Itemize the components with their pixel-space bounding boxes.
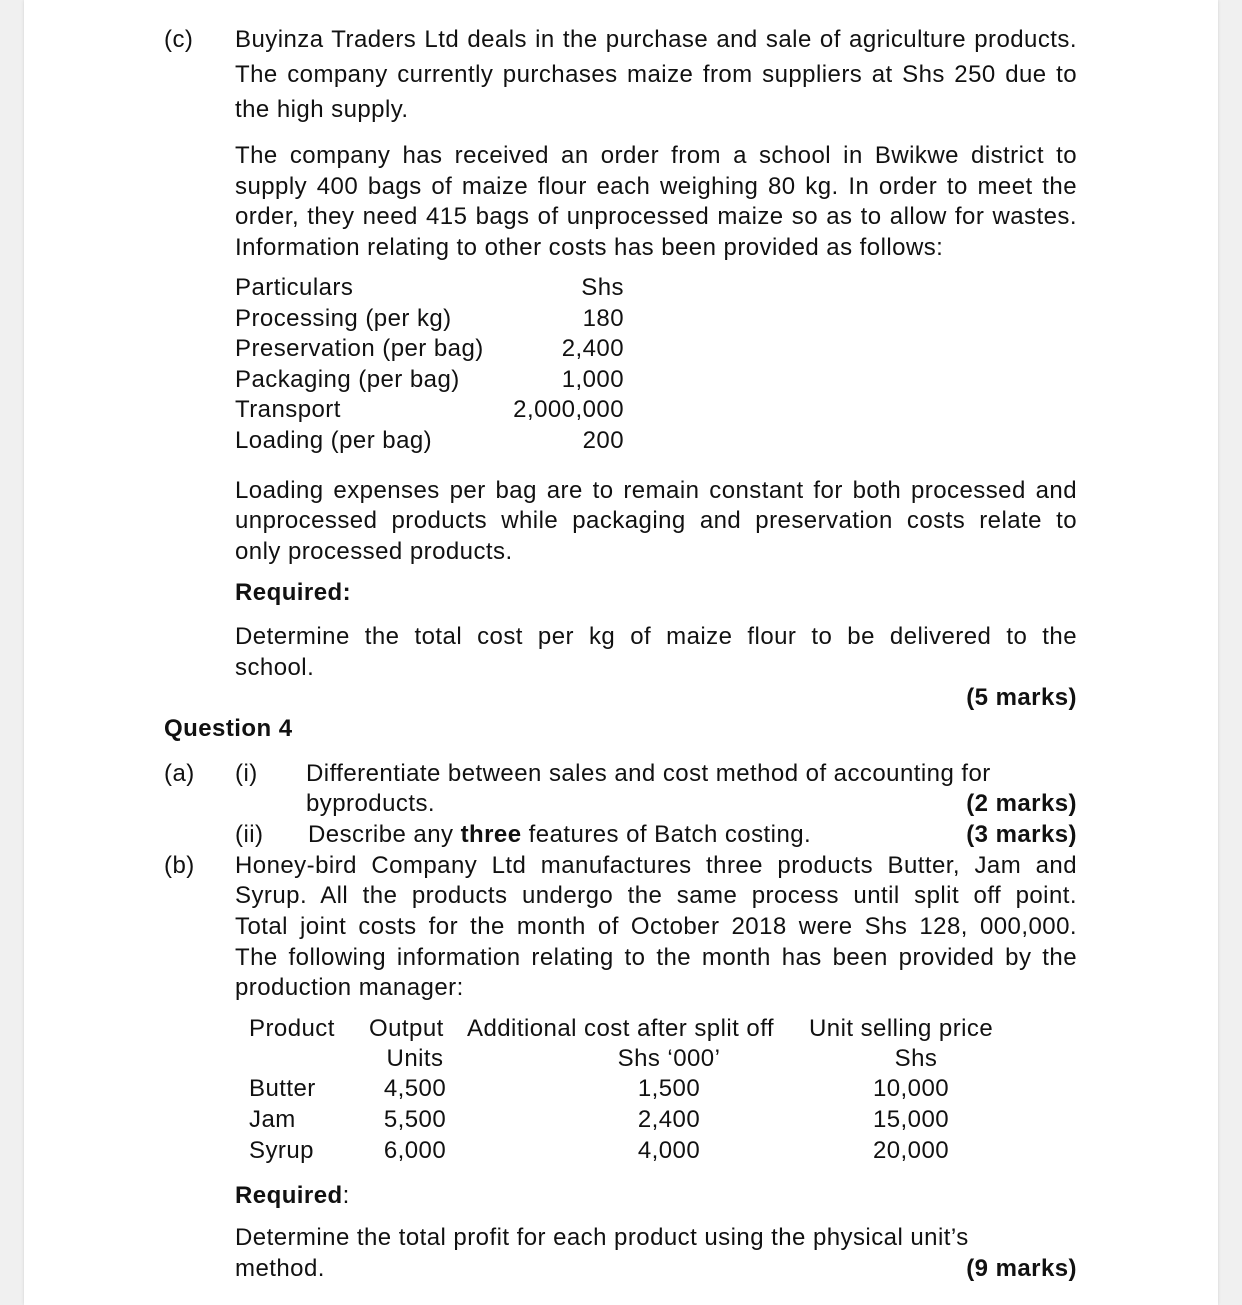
paragraph-line: production manager: <box>235 974 464 1001</box>
text-segment: Describe any <box>308 821 461 848</box>
paragraph-line: byproducts. <box>306 790 436 817</box>
product-table-unit: Shs <box>894 1045 938 1072</box>
product-table-cell: Jam <box>249 1106 296 1133</box>
required-label: Required <box>235 1182 343 1209</box>
product-table-cell: 1,500 <box>637 1075 701 1102</box>
paragraph-line: order, they need 415 bags of unprocessed maize so as to allow for wastes. <box>235 203 1077 230</box>
product-table-header: Additional cost after split off <box>467 1015 775 1042</box>
required-text-line: school. <box>235 654 315 681</box>
part-b-label: (b) <box>164 852 195 879</box>
required-colon: : <box>342 1182 350 1209</box>
paragraph-line: Total joint costs for the month of October 2018 were Shs 128, 000,000. <box>235 913 1077 940</box>
paragraph-line: Honey-bird Company Ltd manufactures three products Butter, Jam and <box>235 852 1077 879</box>
product-table-unit: Units <box>386 1045 444 1072</box>
product-table-cell: 4,500 <box>383 1075 447 1102</box>
part-a-ii-label: (ii) <box>235 821 264 848</box>
required-heading <box>235 1181 350 1211</box>
product-table-cell: Syrup <box>249 1137 314 1164</box>
part-a-label: (a) <box>164 760 195 787</box>
document-page <box>24 0 1218 1305</box>
cost-table-row-label: Packaging (per bag) <box>235 366 460 393</box>
paragraph-line: unprocessed products while packaging and preservation costs relate to <box>235 507 1077 534</box>
text-segment: features of Batch costing. <box>521 821 812 848</box>
required-text-line: method. <box>235 1255 325 1282</box>
product-table-header: Product <box>249 1015 335 1042</box>
emphasis-text: three <box>460 821 522 848</box>
paragraph-line: Syrup. All the products undergo the same process until split off point. <box>235 882 1077 909</box>
marks-label: (9 marks) <box>966 1255 1077 1282</box>
paragraph-line: the high supply. <box>235 96 409 123</box>
paragraph-line: The company has received an order from a school in Bwikwe district to <box>235 142 1077 169</box>
product-table-cell: 15,000 <box>872 1106 950 1133</box>
paragraph-line: only processed products. <box>235 538 513 565</box>
paragraph-line <box>308 820 811 850</box>
cost-table-row-label: Transport <box>235 396 341 423</box>
product-table-cell: 5,500 <box>383 1106 447 1133</box>
required-heading: Required: <box>235 579 352 606</box>
required-text-line: Determine the total cost per kg of maize flour to be delivered to the <box>235 623 1077 650</box>
question-title: Question 4 <box>164 715 293 742</box>
product-table-cell: 4,000 <box>637 1137 701 1164</box>
product-table-cell: 2,400 <box>637 1106 701 1133</box>
paragraph-line: supply 400 bags of maize flour each weighing 80 kg. In order to meet the <box>235 173 1077 200</box>
marks-label: (3 marks) <box>966 821 1077 848</box>
paragraph-line: The company currently purchases maize from suppliers at Shs 250 due to <box>235 61 1077 88</box>
product-table-cell: 20,000 <box>872 1137 950 1164</box>
marks-label: (5 marks) <box>966 684 1077 711</box>
paragraph-line: Loading expenses per bag are to remain constant for both processed and <box>235 477 1077 504</box>
required-text-line: Determine the total profit for each product using the physical unit’s <box>235 1224 969 1251</box>
cost-table-row-value: 2,400 <box>561 335 624 362</box>
product-table-cell: 10,000 <box>872 1075 950 1102</box>
cost-table-row-value: 2,000,000 <box>513 396 624 423</box>
cost-table-row-label: Preservation (per bag) <box>235 335 484 362</box>
paragraph-line: Information relating to other costs has been provided as follows: <box>235 234 944 261</box>
cost-table-header-particulars: Particulars <box>235 274 354 301</box>
part-c-label: (c) <box>164 26 194 53</box>
product-table-cell: 6,000 <box>383 1137 447 1164</box>
paragraph-line: The following information relating to the month has been provided by the <box>235 944 1077 971</box>
product-table-cell: Butter <box>249 1075 316 1102</box>
product-table-header: Unit selling price <box>809 1015 994 1042</box>
cost-table-row-value: 1,000 <box>561 366 624 393</box>
cost-table-row-label: Loading (per bag) <box>235 427 433 454</box>
part-a-i-label: (i) <box>235 760 258 787</box>
cost-table-row-label: Processing (per kg) <box>235 305 452 332</box>
product-table-header: Output <box>369 1015 444 1042</box>
cost-table-row-value: 180 <box>582 305 624 332</box>
cost-table-header-shs: Shs <box>581 274 624 301</box>
cost-table-row-value: 200 <box>582 427 624 454</box>
paragraph-line: Differentiate between sales and cost method of accounting for <box>306 760 991 787</box>
paragraph-line: Buyinza Traders Ltd deals in the purchase and sale of agriculture products. <box>235 26 1077 53</box>
product-table-unit: Shs ‘000’ <box>617 1045 721 1072</box>
marks-label: (2 marks) <box>966 790 1077 817</box>
